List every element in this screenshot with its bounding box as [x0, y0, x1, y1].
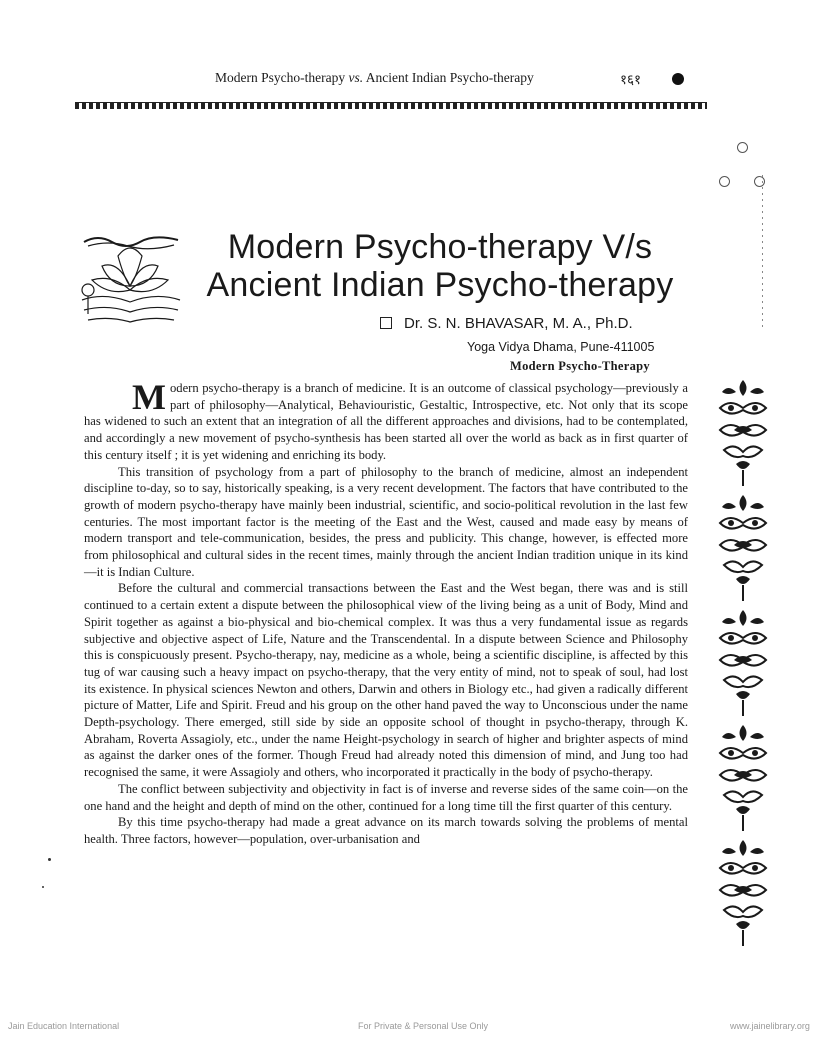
floral-border-icon — [714, 378, 772, 948]
running-title — [215, 70, 534, 86]
author-name: Dr. S. N. BHAVASAR, M. A., Ph.D. — [404, 315, 633, 332]
ornamental-rule — [75, 102, 707, 109]
running-title-vs: vs. — [348, 70, 364, 85]
footer-left: Jain Education International — [8, 1021, 120, 1031]
paragraph: Before the cultural and commercial transactions between the East and the West began, there was and is still continued to a certain extent a dispute between the philosophical view of the living being as a unit of Body, Mind and Spirit together as against a bio-physical and bio-chemical complex. It was thus a very fundamental issue as regards subjective and objective aspect of Life, Nature and the Transcendental. In a dispute between Science and Philosophy this is conspicuously present. Psycho-therapy, nay, medicine as a whole, being a scientific discipline, is affected by this tug of war causing such a heavy impact on psycho-therapy, that the very entity of mind, not to speak of soul, had lost its existence. In physical sciences Newton and others, Darwin and others in Biology etc., had given a radically different picture of Matter, Life and Spirit. Freud and his group on the other hand paved the way to Unconscious under the name Depth-psychology. There emerged, still side by side an opposite school of thought in psycho-therapy, through K. Abraham, Roverta Assagioly, etc., under the name Height-psychology in search of higher and brighter aspects of mind as against the darker ones of the former. Though Freud had already noted this dimension of mind, and Jung too had recognised the same, it were Assagioly and others, who incorporated it practically in the body of psycho-therapy. — [84, 581, 688, 780]
drop-cap: M — [132, 377, 166, 417]
checkbox-square-icon — [380, 317, 392, 329]
running-title-right: Ancient Indian Psycho-therapy — [363, 70, 534, 85]
paragraph: The conflict between subjectivity and objectivity in fact is of inverse and reverse sides of the same coin—on the one hand and the height and depth of mind on the other, continued for a long time till the first quarter of this century. — [84, 781, 688, 813]
title-line-1: Modern Psycho-therapy V/s — [227, 228, 653, 266]
section-heading: Modern Psycho-Therapy — [510, 359, 650, 373]
paragraph — [84, 377, 688, 464]
footer-center: For Private & Personal Use Only — [358, 1021, 489, 1031]
punch-hole-icon — [719, 176, 730, 187]
running-title-left: Modern Psycho-therapy — [215, 70, 349, 85]
punch-hole-icon — [754, 176, 765, 187]
scan-speck — [48, 858, 51, 861]
article-title — [190, 228, 690, 304]
title-line-2: Ancient Indian Psycho-therapy — [206, 266, 674, 304]
bullet-dot-icon — [672, 73, 684, 85]
article-body — [84, 377, 688, 848]
punch-hole-icon — [737, 142, 748, 153]
paragraph: This transition of psychology from a part of philosophy to the branch of medicine, almost an independent discipline to-day, so to say, historically speaking, is a very recent development. The factors that have contributed to the growth of modern psycho-therapy have mainly been industrial, scientific, and socio-political revolution in the last few centuries. The most important factor is the meeting of the East and the West, caused and made easy by means of modern transport and tele-communication, besides, the press and publicity. This change, however, is effected more from philosophical and cultural sides in the recent times, mainly through the ancient Indian tradition unique in its kind—it is Indian Culture. — [84, 464, 688, 579]
footer-right: www.jainelibrary.org — [730, 1021, 810, 1031]
author-line — [380, 315, 633, 332]
margin-mark — [762, 175, 763, 330]
scan-speck — [42, 886, 44, 888]
paragraph: By this time psycho-therapy had made a great advance on its march towards solving the problems of mental health. Three factors, however—population, over-urbanisation and — [84, 815, 688, 846]
paragraph-text: odern psycho-therapy is a branch of medicine. It is an outcome of classical psychology—previously a part of philosophy—Analytical, Behaviouristic, Gestaltic, Introspective, etc. Not only that its scope has widened to such an extent that an integration of all the different approaches and divisions, had to be contemplated, and accordingly a new movement of psycho-synthesis has been started all over the world as back as in first quarter of this century itself ; it is yet widening and enriching its body. — [84, 381, 688, 462]
author-affiliation: Yoga Vidya Dhama, Pune-411005 — [467, 340, 655, 354]
lotus-emblem-icon — [78, 230, 183, 330]
page-number: १६१ — [620, 72, 642, 87]
